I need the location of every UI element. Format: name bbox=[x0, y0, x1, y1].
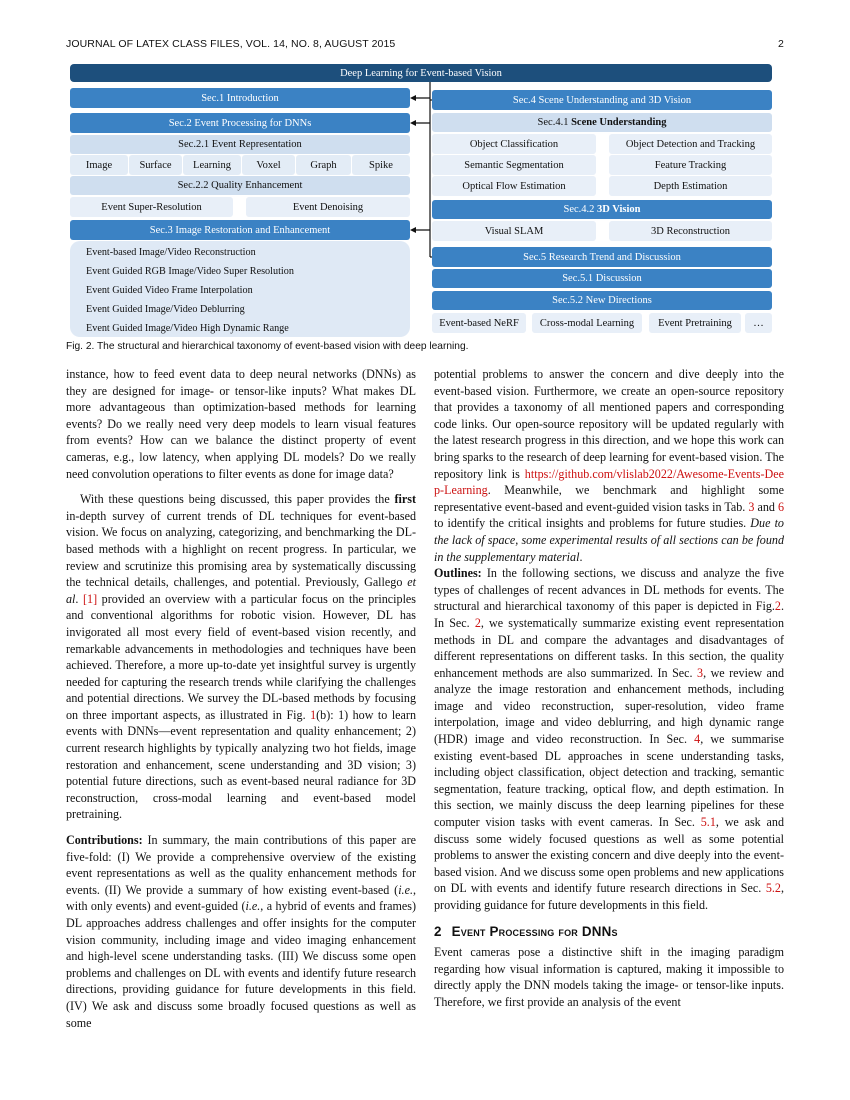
sec4-1-prefix: Sec.4.1 bbox=[537, 117, 572, 128]
section-link[interactable]: 5.1 bbox=[700, 815, 716, 830]
enh-super-resolution: Event Super-Resolution bbox=[70, 197, 233, 217]
section-title: Event Processing for DNNs bbox=[451, 923, 618, 939]
restoration-item: Event Guided RGB Image/Video Super Resolution bbox=[86, 266, 294, 277]
section-link[interactable]: 4 bbox=[694, 732, 701, 747]
text: , we summarise existing event-based DL approaches in scene understanding tasks, including object classification, object detection and tracking, semantic segmentation, feature tracking, optical flow, and depth estimation. In this section, we mainly discuss the deep learning pipelines for these computer vision tasks with event cameras. In Sec. bbox=[434, 732, 784, 830]
text: potential problems to answer the concern and dive deeply into the event-based vision. Furthermore, we create an open-source repository that provides a taxonomy of all mentioned papers and corresponding code links. Our open-source repository will be updated regularly with the latest research progress in this direction, and we hope this work can bring sparks to the research of deep learning for event-based vision. The repository link is bbox=[434, 367, 784, 481]
text: and bbox=[754, 499, 778, 514]
table-link[interactable]: 6 bbox=[777, 499, 784, 514]
taxonomy-figure bbox=[66, 62, 784, 340]
repr-surface: Surface bbox=[129, 155, 182, 175]
section-link[interactable]: 2 bbox=[474, 615, 481, 630]
right-column bbox=[434, 366, 784, 1011]
paragraph-label: Outlines: bbox=[434, 566, 482, 581]
task-semantic-segmentation: Semantic Segmentation bbox=[432, 155, 596, 175]
repr-spike: Spike bbox=[352, 155, 410, 175]
restoration-list bbox=[70, 241, 410, 337]
text: (b): 1) how to learn events with DNNs—event representation and quality enhancement; 2) current research highlights by typically analyzing two hot fields, image restoration and enhancement, scene understanding and 3D vision; 3) potential future directions, such as event-based neural radiance for 3D reconstruction, cross-modal learning and event-based model pretraining. bbox=[66, 707, 416, 822]
task-3d-reconstruction: 3D Reconstruction bbox=[609, 221, 772, 241]
sec2-1-node: Sec.2.1 Event Representation bbox=[70, 135, 410, 154]
sec4-2-title: 3D Vision bbox=[597, 204, 641, 215]
text: In the following sections, we discuss and analyze the five types of challenges of recent advances in DL methods for events. The structural and hierarchical taxonomy of this paper is depicted in Fig. bbox=[434, 566, 784, 614]
section-heading bbox=[434, 924, 784, 941]
section-link[interactable]: 5.2 bbox=[765, 881, 781, 896]
text: provided an overview with a particular focus on the principles and conventional algorithms for robotic vision. However, DL has invigorated all most every field of event-based vision recently, and remarkable advancements in methodologies and techniques have been achieved. Therefore, a more up-to-date yet insightful survey is urgently needed for capturing the research trends while clarifying the challenges and potential directions. We survey the DL-based methods by focusing on three important aspects, as illustrated in Fig. bbox=[66, 591, 416, 722]
text: , providing guidance for future developments in this field. bbox=[434, 881, 784, 912]
figure-link[interactable]: 1 bbox=[310, 707, 317, 722]
text: , a hybrid of events and frames) DL approaches address challenges and offer insights for the computer vision community, including image and video imaging enhancement and high-level scene understanding tasks. (III) We discuss some open problems and challenges on DL with events and identify future research directions, providing guidance for future developments in this field. (IV) We ask and discuss some broadly focused questions as well as some bbox=[66, 899, 416, 1030]
page-number: 2 bbox=[778, 38, 784, 50]
paragraph-label: Contributions: bbox=[66, 833, 143, 848]
task-depth-estimation: Depth Estimation bbox=[609, 176, 772, 196]
sec4-node: Sec.4 Scene Understanding and 3D Vision bbox=[432, 90, 772, 110]
repository-link[interactable]: https://github.com/vlislab2022/Awesome-Events-Deep-Learning bbox=[434, 466, 784, 498]
sec5-2-node: Sec.5.2 New Directions bbox=[432, 291, 772, 310]
journal-header: JOURNAL OF LATEX CLASS FILES, VOL. 14, NO. 8, AUGUST 2015 bbox=[66, 38, 396, 50]
italic: Due to the lack of space, some experimental results of all sections can be found in the supplementary material bbox=[434, 516, 784, 564]
text: . Meanwhile, we benchmark and highlight some representative event-based and event-guided vision tasks in Tab. bbox=[434, 483, 784, 514]
sec5-node: Sec.5 Research Trend and Discussion bbox=[432, 247, 772, 267]
text: , we systematically summarize existing event representation methods in DL and compare the advantages and disadvantages of different representations on different tasks. In this section, the quality enhancement methods are also summarized. In Sec. bbox=[434, 615, 784, 680]
sec2-2-node: Sec.2.2 Quality Enhancement bbox=[70, 176, 410, 195]
text: , we review and analyze the image restoration and enhancement methods, including image and video reconstruction, super-resolution, video frame interpolation, image and video deblurring, and high dynamic range (HDR) image and video reconstruction. In Sec. bbox=[434, 665, 784, 747]
task-optical-flow: Optical Flow Estimation bbox=[432, 176, 596, 196]
restoration-item: Event Guided Video Frame Interpolation bbox=[86, 285, 253, 296]
text: , we ask and discuss some widely focused questions as well as some potential problems to answer the existing concern and dive deeply into the event-based vision. And we discuss some open problems and new applications on DL with events and identify future research directions in Sec. bbox=[434, 815, 784, 896]
section-number: 2 bbox=[434, 923, 442, 939]
dir-more: … bbox=[745, 313, 772, 333]
paragraph bbox=[66, 366, 416, 482]
italic: et al bbox=[66, 575, 416, 606]
restoration-item: Event Guided Image/Video High Dynamic Range bbox=[86, 323, 289, 334]
sec3-node: Sec.3 Image Restoration and Enhancement bbox=[70, 220, 410, 240]
task-visual-slam: Visual SLAM bbox=[432, 221, 596, 241]
figure-caption: Fig. 2. The structural and hierarchical taxonomy of event-based vision with deep learning. bbox=[66, 341, 469, 352]
text: With these questions being discussed, this paper provides the bbox=[80, 492, 395, 507]
task-object-classification: Object Classification bbox=[432, 134, 596, 154]
task-feature-tracking: Feature Tracking bbox=[609, 155, 772, 175]
dir-cross-modal: Cross-modal Learning bbox=[532, 313, 642, 333]
text: In summary, the main contributions of this paper are five-fold: (I) We provide a comprehensive overview of the existing event representations as well as the quality enhancement methods for events. (II) We provide a summary of how existing event-based ( bbox=[66, 833, 416, 897]
root-node: Deep Learning for Event-based Vision bbox=[70, 64, 772, 82]
text: . In Sec. bbox=[434, 599, 784, 630]
figure-link[interactable]: 2 bbox=[774, 599, 781, 614]
left-column bbox=[66, 366, 416, 1031]
text: in-depth survey of current trends of DL techniques for event-based vision. We focus on analyzing, categorizing, and benchmarking the DL-based methods with a highlight on recent progress. In particular, we review and scrutinize this promising area by systematically discussing the technical details, challenges, and potential. Previously, Gallego bbox=[66, 508, 416, 590]
restoration-item: Event-based Image/Video Reconstruction bbox=[86, 247, 256, 258]
dir-nerf: Event-based NeRF bbox=[432, 313, 526, 333]
paragraph bbox=[434, 944, 784, 1010]
text: to identify the critical insights and problems for future studies. bbox=[434, 516, 751, 531]
paragraph bbox=[66, 832, 416, 1031]
emphasis: first bbox=[394, 492, 416, 507]
text: , with only events) and event-guided ( bbox=[66, 882, 416, 914]
sec4-1-title: Scene Understanding bbox=[571, 117, 667, 128]
sec4-1-node bbox=[432, 113, 772, 132]
paragraph bbox=[66, 491, 416, 823]
sec4-2-prefix: Sec.4.2 bbox=[563, 204, 598, 215]
repr-voxel: Voxel bbox=[242, 155, 295, 175]
enh-denoising: Event Denoising bbox=[246, 197, 410, 217]
table-link[interactable]: 3 bbox=[748, 499, 755, 514]
text: Event cameras pose a distinctive shift in the imaging paradigm regarding how visual information is captured, making it impossible to directly apply the DNN models taking the image- or tensor-like inputs. Therefore, we first provide an analysis of the event bbox=[434, 945, 784, 1009]
sec4-2-node bbox=[432, 200, 772, 219]
text: . bbox=[579, 549, 583, 564]
repr-learning: Learning bbox=[183, 155, 241, 175]
section-link[interactable]: 3 bbox=[697, 665, 704, 680]
restoration-item: Event Guided Image/Video Deblurring bbox=[86, 304, 245, 315]
citation-link[interactable]: [1] bbox=[83, 591, 98, 606]
sec5-1-node: Sec.5.1 Discussion bbox=[432, 269, 772, 288]
repr-graph: Graph bbox=[296, 155, 351, 175]
italic: i.e. bbox=[398, 882, 413, 897]
sec2-node: Sec.2 Event Processing for DNNs bbox=[70, 113, 410, 133]
repr-image: Image bbox=[70, 155, 128, 175]
task-object-detection: Object Detection and Tracking bbox=[609, 134, 772, 154]
text: instance, how to feed event data to deep neural networks (DNNs) as they are designed for image- or tensor-like inputs? What makes DL more advantageous than optimization-based methods for learning events? Do we really need very deep models to learn visual features from events? How can we balance the distinct property of event cameras, e.g., low latency, when applying DL models? Do we really need convolution operations to filter events as done for image data? bbox=[66, 367, 416, 481]
dir-pretraining: Event Pretraining bbox=[649, 313, 741, 333]
text: . bbox=[75, 591, 83, 606]
paragraph bbox=[434, 565, 784, 913]
paragraph bbox=[434, 366, 784, 565]
italic: i.e. bbox=[245, 899, 261, 914]
sec1-node: Sec.1 Introduction bbox=[70, 88, 410, 108]
